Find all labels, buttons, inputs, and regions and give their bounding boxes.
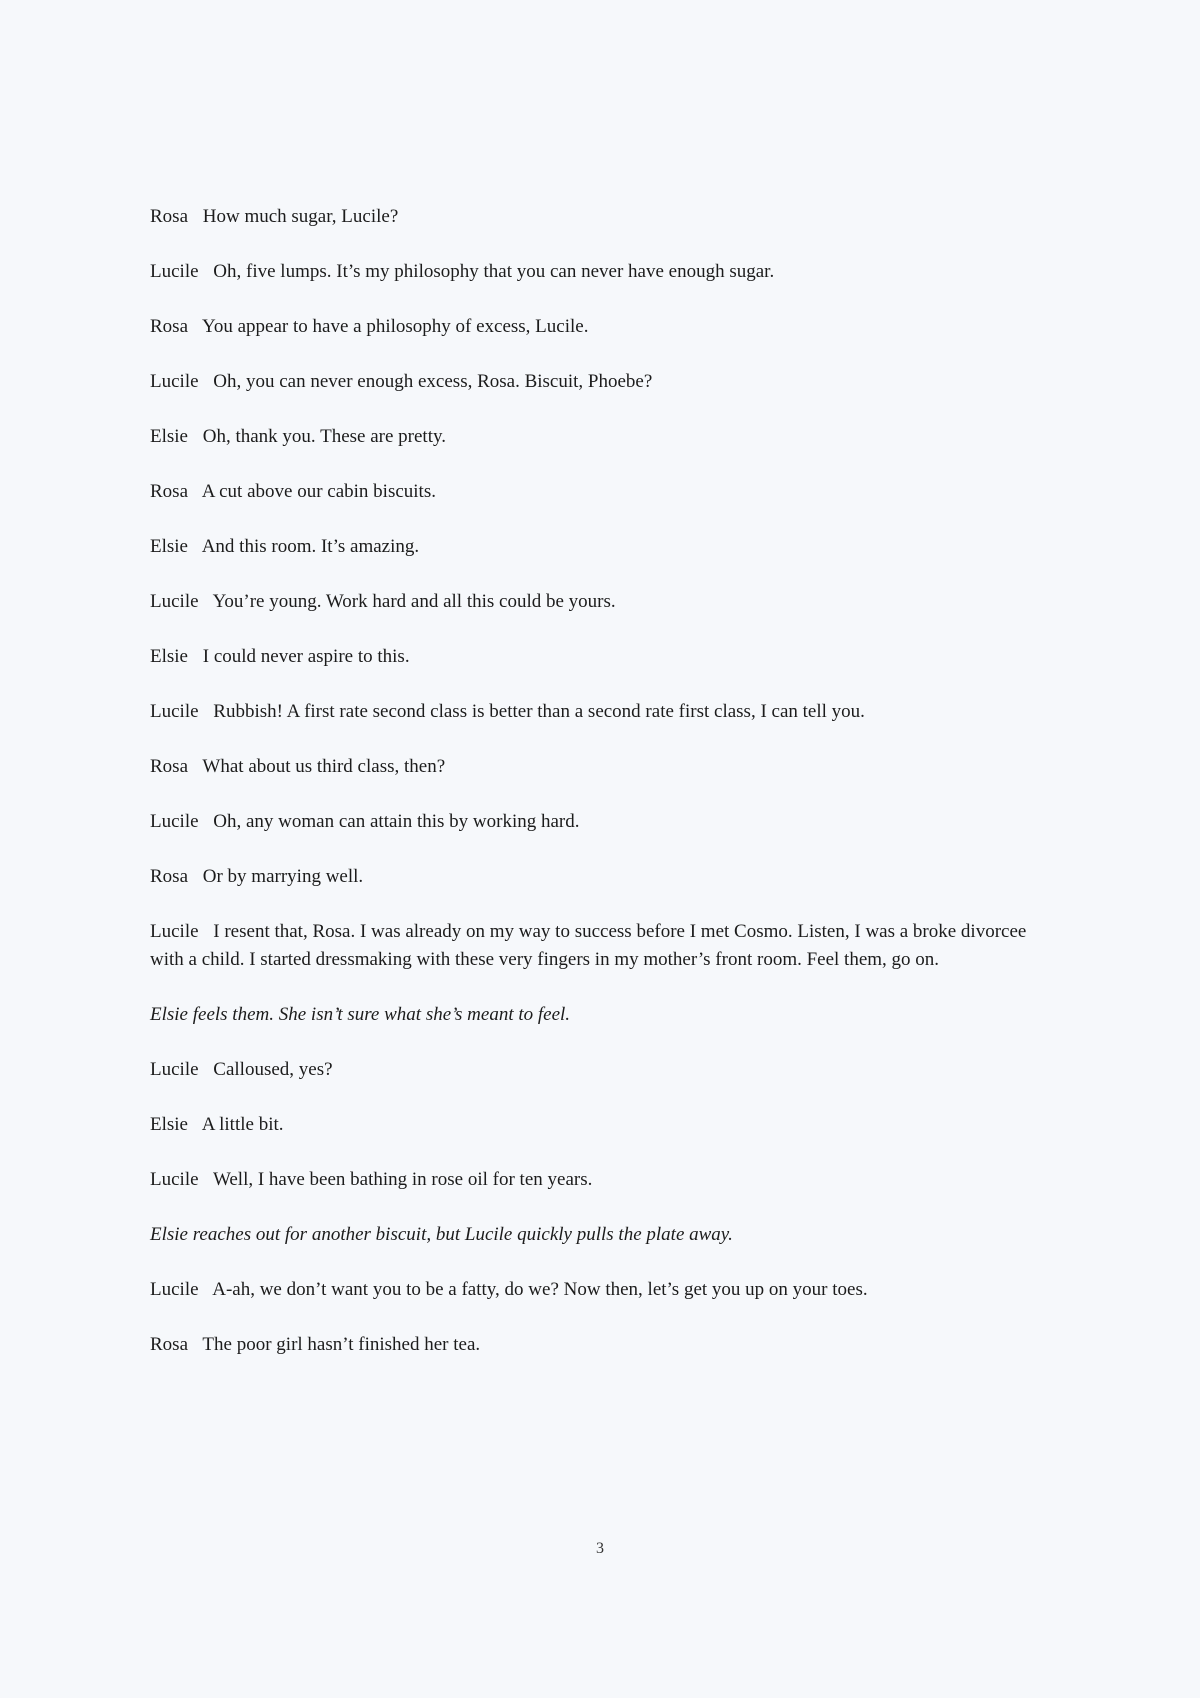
dialogue-text: A cut above our cabin biscuits. [201, 481, 436, 502]
speaker-name: Lucile [150, 1169, 199, 1190]
dialogue-text: Or by marrying well. [202, 866, 364, 887]
dialogue-text: I could never aspire to this. [202, 646, 410, 667]
dialogue-text: Oh, any woman can attain this by working hard. [213, 811, 580, 832]
dialogue-line [150, 1331, 1030, 1359]
dialogue-line [150, 1056, 1030, 1084]
speaker-name: Lucile [150, 811, 199, 832]
dialogue-line [150, 698, 1030, 726]
dialogue-text: A-ah, we don’t want you to be a fatty, do we? Now then, let’s get you up on your toes. [212, 1279, 868, 1300]
dialogue-line [150, 203, 1030, 231]
dialogue-text: Well, I have been bathing in rose oil for ten years. [212, 1169, 593, 1190]
speaker-name: Elsie [150, 426, 188, 447]
speaker-name: Lucile [150, 1279, 199, 1300]
dialogue-text: Oh, you can never enough excess, Rosa. Biscuit, Phoebe? [213, 371, 653, 392]
speaker-name: Elsie [150, 1114, 188, 1135]
speaker-name: Elsie [150, 536, 188, 557]
dialogue-line [150, 918, 1030, 974]
stage-direction: Elsie feels them. She isn’t sure what she’s meant to feel. [150, 1004, 571, 1025]
speaker-name: Lucile [150, 921, 199, 942]
speaker-name: Rosa [150, 206, 188, 227]
dialogue-line [150, 533, 1030, 561]
dialogue-line [150, 313, 1030, 341]
dialogue-line [150, 423, 1030, 451]
dialogue-line [150, 368, 1030, 396]
dialogue-text: Oh, thank you. These are pretty. [202, 426, 446, 447]
script-body [150, 203, 1030, 1386]
speaker-name: Rosa [150, 756, 188, 777]
dialogue-text: What about us third class, then? [202, 756, 446, 777]
dialogue-text: And this room. It’s amazing. [201, 536, 420, 557]
dialogue-line [150, 808, 1030, 836]
dialogue-text: A little bit. [201, 1114, 284, 1135]
speaker-name: Lucile [150, 261, 199, 282]
dialogue-text: The poor girl hasn’t finished her tea. [202, 1334, 481, 1355]
speaker-name: Rosa [150, 481, 188, 502]
dialogue-text: Rubbish! A first rate second class is better than a second rate first class, I can tell you. [213, 701, 865, 722]
dialogue-line [150, 753, 1030, 781]
dialogue-line [150, 478, 1030, 506]
stage-direction: Elsie reaches out for another biscuit, but Lucile quickly pulls the plate away. [150, 1224, 733, 1245]
dialogue-line [150, 863, 1030, 891]
dialogue-line [150, 1166, 1030, 1194]
dialogue-line [150, 643, 1030, 671]
dialogue-line [150, 1276, 1030, 1304]
dialogue-line [150, 258, 1030, 286]
speaker-name: Lucile [150, 591, 199, 612]
dialogue-text: How much sugar, Lucile? [202, 206, 399, 227]
speaker-name: Rosa [150, 866, 188, 887]
speaker-name: Elsie [150, 646, 188, 667]
page-number: 3 [596, 1540, 604, 1557]
dialogue-text: Oh, five lumps. It’s my philosophy that you can never have enough sugar. [213, 261, 775, 282]
speaker-name: Lucile [150, 371, 199, 392]
speaker-name: Rosa [150, 316, 188, 337]
dialogue-text: You’re young. Work hard and all this could be yours. [212, 591, 616, 612]
dialogue-text: I resent that, Rosa. I was already on my way to success before I met Cosmo. Listen, I was a broke divorcee with a child. I started dressmaking with these very fingers in my mother’s front room. Feel them, go on. [150, 921, 1027, 970]
speaker-name: Lucile [150, 1059, 199, 1080]
dialogue-line [150, 1111, 1030, 1139]
dialogue-line [150, 588, 1030, 616]
speaker-name: Rosa [150, 1334, 188, 1355]
dialogue-text: Calloused, yes? [213, 1059, 333, 1080]
dialogue-text: You appear to have a philosophy of excess, Lucile. [202, 316, 589, 337]
speaker-name: Lucile [150, 701, 199, 722]
